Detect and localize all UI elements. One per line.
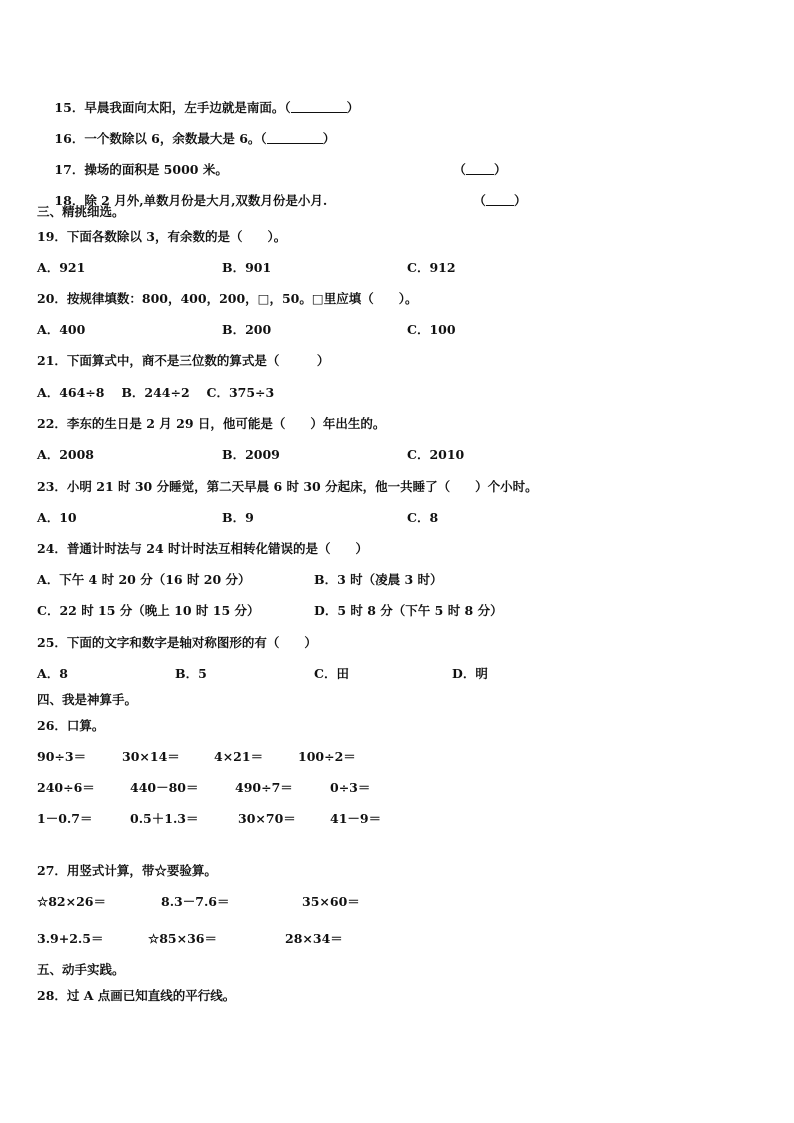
question-17-paren-open: （ bbox=[453, 162, 466, 177]
calc-26-r1-c3: 4×21＝ bbox=[214, 749, 264, 764]
question-22: 22．李东的生日是 2 月 29 日，他可能是（ ）年出生的。 bbox=[37, 416, 386, 431]
option-22-a[interactable]: A．2008 bbox=[37, 447, 94, 462]
calc-27-r1-c2: 8.3－7.6＝ bbox=[161, 894, 230, 909]
calc-26-r3-c4: 41－9＝ bbox=[330, 811, 382, 826]
calc-26-r2-c3: 490÷7＝ bbox=[235, 780, 293, 795]
calc-27-r2-c2: ☆85×36＝ bbox=[148, 931, 217, 946]
option-20-c[interactable]: C．100 bbox=[407, 322, 456, 337]
question-24: 24．普通计时法与 24 时计时法互相转化错误的是（ ） bbox=[37, 541, 368, 556]
question-15-close: ） bbox=[346, 100, 360, 115]
question-15-number: 15． bbox=[54, 100, 85, 115]
calc-26-r2-c2: 440－80＝ bbox=[130, 780, 199, 795]
option-25-d[interactable]: D．明 bbox=[452, 666, 488, 681]
option-22-c[interactable]: C．2010 bbox=[407, 447, 465, 462]
question-16-text: 一个数除以 6，余数最大是 6。（ bbox=[84, 131, 267, 146]
question-17-number: 17． bbox=[54, 162, 85, 177]
option-25-b[interactable]: B．5 bbox=[175, 666, 207, 681]
option-25-c[interactable]: C．田 bbox=[314, 666, 349, 681]
calc-27-r1-c3: 35×60＝ bbox=[302, 894, 360, 909]
option-19-b[interactable]: B．901 bbox=[222, 260, 272, 275]
question-23: 23．小明 21 时 30 分睡觉，第二天早晨 6 时 30 分起床，他一共睡了（ ）个小时。 bbox=[37, 479, 538, 494]
option-19-a[interactable]: A．921 bbox=[37, 260, 86, 275]
calc-26-r1-c4: 100÷2＝ bbox=[298, 749, 356, 764]
question-21: 21．下面算式中，商不是三位数的算式是（ ） bbox=[37, 353, 330, 368]
calc-26-r1-c1: 90÷3＝ bbox=[37, 749, 87, 764]
option-23-b[interactable]: B．9 bbox=[222, 510, 254, 525]
answer-blank-17[interactable] bbox=[466, 162, 494, 175]
question-16-close: ） bbox=[322, 131, 336, 146]
question-18-answer bbox=[456, 177, 526, 225]
option-19-c[interactable]: C．912 bbox=[407, 260, 456, 275]
option-24-d[interactable]: D．5 时 8 分（下午 5 时 8 分） bbox=[314, 603, 503, 618]
option-23-a[interactable]: A．10 bbox=[37, 510, 77, 525]
calc-27-r1-c1: ☆82×26＝ bbox=[37, 894, 106, 909]
answer-blank-16[interactable] bbox=[267, 131, 323, 144]
question-28: 28．过 A 点画已知直线的平行线。 bbox=[37, 988, 236, 1003]
calc-27-r2-c1: 3.9+2.5＝ bbox=[37, 931, 104, 946]
question-20: 20．按规律填数：800，400，200，□，50。□里应填（ ）。 bbox=[37, 291, 418, 306]
section-heading-3: 三、精挑细选。 bbox=[37, 204, 125, 219]
option-24-c[interactable]: C．22 时 15 分（晚上 10 时 15 分） bbox=[37, 603, 260, 618]
option-20-a[interactable]: A．400 bbox=[37, 322, 86, 337]
question-18-text: 除 2 月外,单数月份是大月,双数月份是小月. bbox=[84, 193, 328, 208]
option-24-a[interactable]: A．下午 4 时 20 分（16 时 20 分） bbox=[37, 572, 251, 587]
section-heading-4: 四、我是神算手。 bbox=[37, 692, 138, 707]
section-heading-5: 五、动手实践。 bbox=[37, 962, 125, 977]
option-25-a[interactable]: A．8 bbox=[37, 666, 68, 681]
question-17-text: 操场的面积是 5000 米。 bbox=[84, 162, 228, 177]
answer-blank-18[interactable] bbox=[486, 193, 514, 206]
question-19: 19．下面各数除以 3，有余数的是（ ）。 bbox=[37, 229, 287, 244]
question-18-paren-close: ） bbox=[513, 193, 527, 208]
option-23-c[interactable]: C．8 bbox=[407, 510, 439, 525]
question-15-text: 早晨我面向太阳，左手边就是南面。（ bbox=[84, 100, 291, 115]
calc-26-r2-c4: 0÷3＝ bbox=[330, 780, 371, 795]
calc-26-r3-c2: 0.5＋1.3＝ bbox=[130, 811, 199, 826]
calc-26-r1-c2: 30×14＝ bbox=[122, 749, 180, 764]
calc-26-r3-c1: 1－0.7＝ bbox=[37, 811, 93, 826]
question-27: 27．用竖式计算，带☆要验算。 bbox=[37, 863, 217, 878]
calc-26-r3-c3: 30×70＝ bbox=[238, 811, 296, 826]
answer-blank-15[interactable] bbox=[291, 100, 347, 113]
options-21[interactable]: A．464÷8 B．244÷2 C．375÷3 bbox=[37, 385, 275, 400]
question-16-number: 16． bbox=[54, 131, 85, 146]
calc-27-r2-c3: 28×34＝ bbox=[285, 931, 343, 946]
option-20-b[interactable]: B．200 bbox=[222, 322, 272, 337]
question-18-number: 18． bbox=[54, 193, 85, 208]
question-17-paren-close: ） bbox=[493, 162, 507, 177]
option-24-b[interactable]: B．3 时（凌晨 3 时） bbox=[314, 572, 443, 587]
calc-26-r2-c1: 240÷6＝ bbox=[37, 780, 95, 795]
question-25: 25．下面的文字和数字是轴对称图形的有（ ） bbox=[37, 635, 317, 650]
question-18-paren-open: （ bbox=[473, 193, 486, 208]
question-26: 26．口算。 bbox=[37, 718, 105, 733]
option-22-b[interactable]: B．2009 bbox=[222, 447, 280, 462]
